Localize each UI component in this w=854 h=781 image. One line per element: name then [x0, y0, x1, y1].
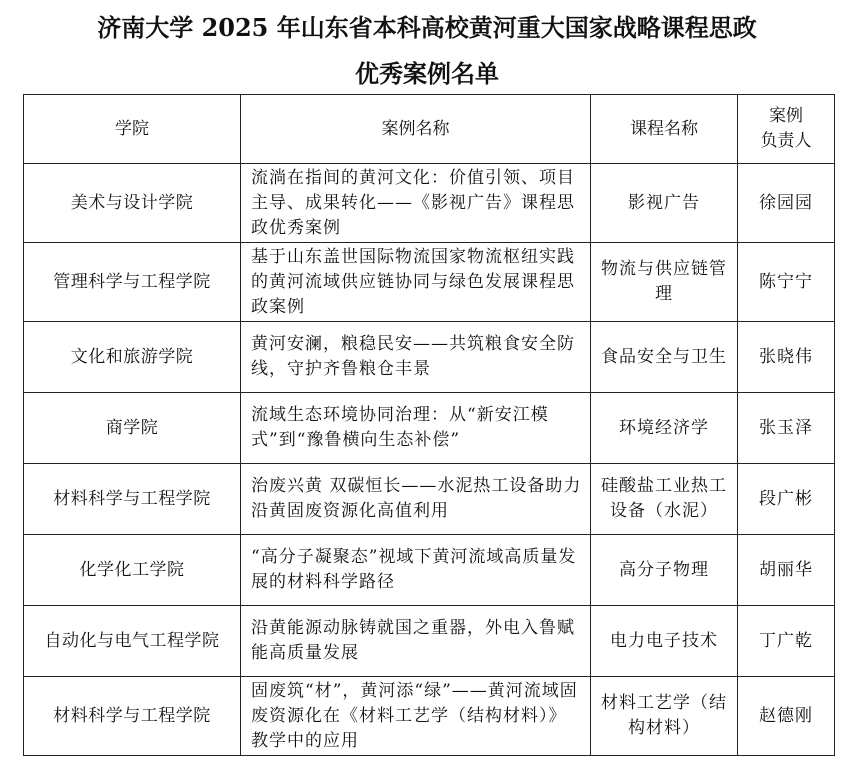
header-course-name: 课程名称 [591, 95, 738, 164]
document-title-line2: 优秀案例名单 [355, 59, 499, 88]
table-row [24, 322, 835, 393]
leader-cell: 张晓伟 [738, 322, 835, 393]
college-cell: 化学化工学院 [24, 535, 241, 606]
college-cell: 管理科学与工程学院 [24, 243, 241, 322]
college-cell: 商学院 [24, 393, 241, 464]
college-cell: 材料科学与工程学院 [24, 464, 241, 535]
course-name-cell: 电力电子技术 [591, 606, 738, 677]
header-leader [738, 95, 835, 164]
case-name-cell: 沿黄能源动脉铸就国之重器，外电入鲁赋能高质量发展 [241, 606, 591, 677]
case-name-cell: 黄河安澜，粮稳民安——共筑粮食安全防线，守护齐鲁粮仓丰景 [241, 322, 591, 393]
course-name-cell: 硅酸盐工业热工设备（水泥） [591, 464, 738, 535]
college-cell: 材料科学与工程学院 [24, 677, 241, 756]
table-row [24, 464, 835, 535]
leader-cell: 徐园园 [738, 164, 835, 243]
college-cell: 文化和旅游学院 [24, 322, 241, 393]
table-row [24, 243, 835, 322]
header-leader-line2: 负责人 [760, 131, 812, 151]
table-row [24, 677, 835, 756]
table-row [24, 535, 835, 606]
leader-cell: 段广彬 [738, 464, 835, 535]
header-case-name: 案例名称 [241, 95, 591, 164]
document-title-line1: 济南大学 2025 年山东省本科高校黄河重大国家战略课程思政 [97, 13, 757, 42]
course-name-cell: 材料工艺学（结构材料） [591, 677, 738, 756]
course-name-cell: 高分子物理 [591, 535, 738, 606]
course-name-cell: 环境经济学 [591, 393, 738, 464]
case-name-cell: 基于山东盖世国际物流国家物流枢纽实践的黄河流域供应链协同与绿色发展课程思政案例 [241, 243, 591, 322]
case-name-cell: “高分子凝聚态”视域下黄河流域高质量发展的材料科学路径 [241, 535, 591, 606]
table-header-row [24, 95, 835, 164]
table-row [24, 164, 835, 243]
case-name-cell: 流域生态环境协同治理：从“新安江模式”到“豫鲁横向生态补偿” [241, 393, 591, 464]
leader-cell: 赵德刚 [738, 677, 835, 756]
header-leader-line1: 案例 [769, 106, 803, 126]
course-name-cell: 物流与供应链管理 [591, 243, 738, 322]
leader-cell: 丁广乾 [738, 606, 835, 677]
leader-cell: 胡丽华 [738, 535, 835, 606]
college-cell: 美术与设计学院 [24, 164, 241, 243]
table-row [24, 606, 835, 677]
course-name-cell: 影视广告 [591, 164, 738, 243]
header-college: 学院 [24, 95, 241, 164]
leader-cell: 陈宁宁 [738, 243, 835, 322]
case-name-cell: 流淌在指间的黄河文化：价值引领、项目主导、成果转化——《影视广告》课程思政优秀案例 [241, 164, 591, 243]
college-cell: 自动化与电气工程学院 [24, 606, 241, 677]
table-row [24, 393, 835, 464]
leader-cell: 张玉泽 [738, 393, 835, 464]
case-name-cell: 固废筑“材”，黄河添“绿”——黄河流域固废资源化在《材料工艺学（结构材料）》教学中的应用 [241, 677, 591, 756]
course-name-cell: 食品安全与卫生 [591, 322, 738, 393]
case-name-cell: 治废兴黄 双碳恒长——水泥热工设备助力沿黄固废资源化高值利用 [241, 464, 591, 535]
case-list-table [23, 94, 835, 756]
